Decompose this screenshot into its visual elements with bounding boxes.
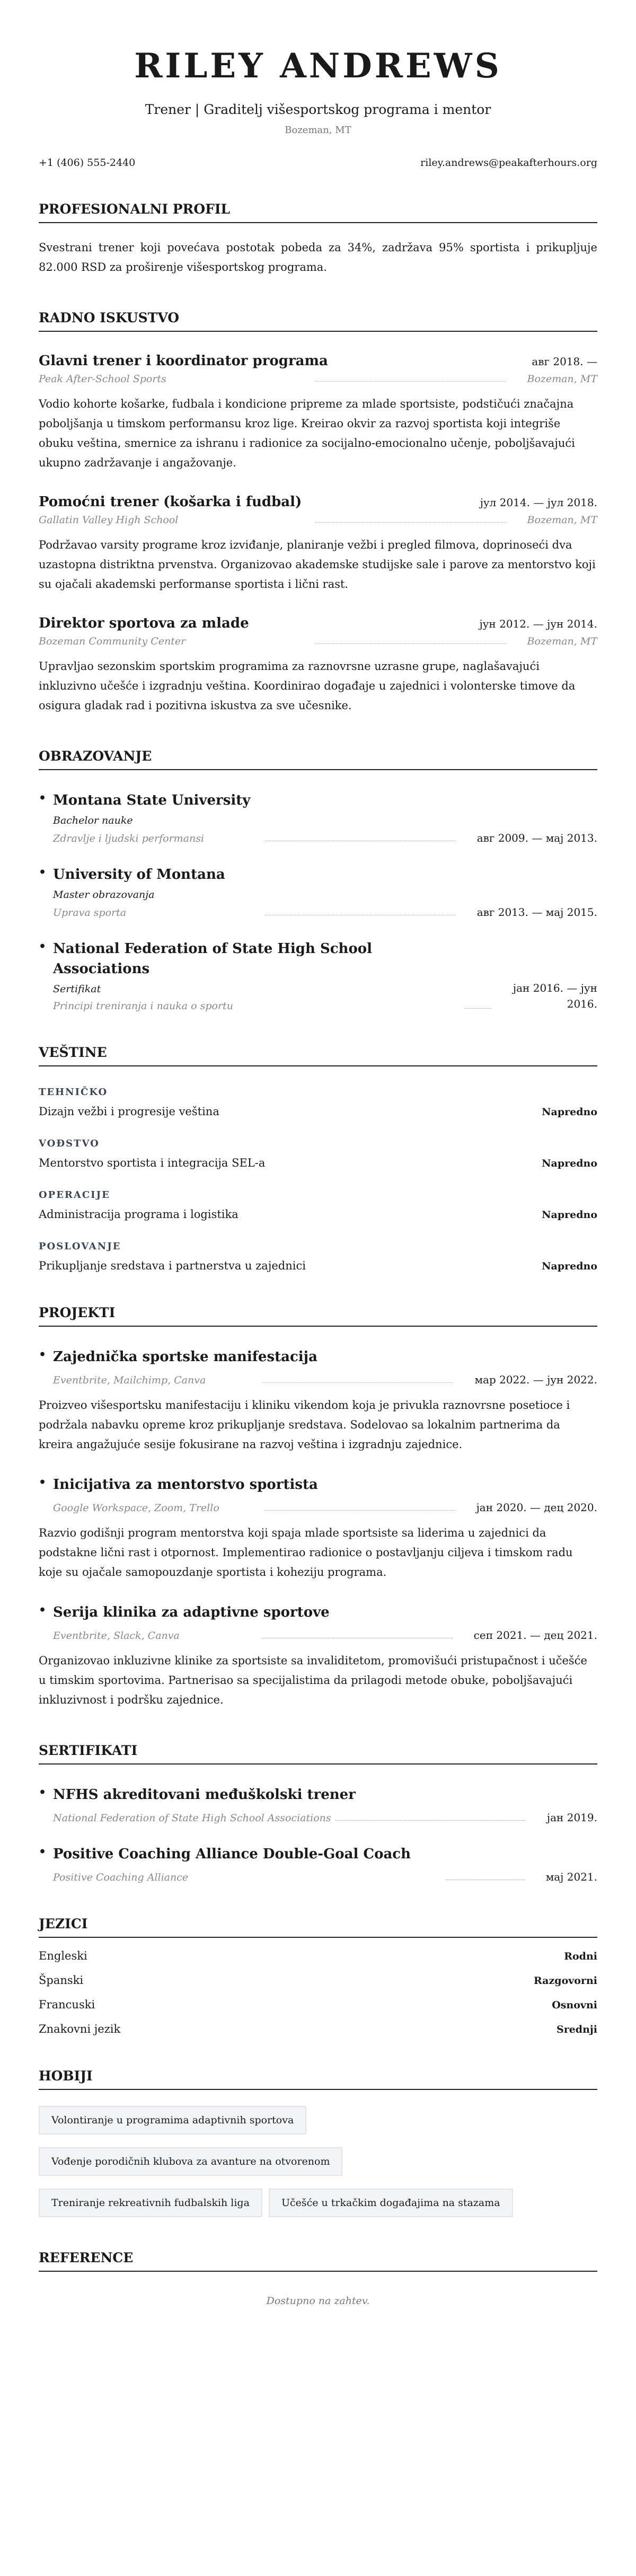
job-dates: јун 2012. — јун 2014.: [479, 617, 597, 630]
certifications-section: [39, 1743, 597, 1883]
section-title: RADNO ISKUSTVO: [39, 310, 597, 332]
skill-group: [39, 1087, 597, 1118]
company: Bozeman Community Center: [39, 636, 186, 647]
education-entry: [39, 939, 597, 1012]
hobby-tags: [39, 2106, 597, 2217]
language-row: [39, 2023, 597, 2035]
job-location: Bozeman, MT: [527, 514, 597, 526]
skill-level: Napredno: [542, 1158, 597, 1169]
profile-section: [39, 201, 597, 277]
job-location: Bozeman, MT: [527, 636, 597, 647]
school-name: Montana State University: [53, 792, 251, 808]
job-entry: [39, 615, 597, 716]
project-description: Organizovao inkluzivne klinike za sportsiste sa invaliditetom, promovišući pristupačnost i učešće u timskim sportovima. Partnerisao sa specijalistima da prilagodi metode obuke, poboljšavajući inkluzivnost i podršku zajednice.: [39, 1654, 587, 1706]
company: Peak After-School Sports: [39, 373, 166, 385]
dotted-leader: [315, 643, 506, 644]
certification-name: Positive Coaching Alliance Double-Goal Coach: [53, 1846, 411, 1862]
company: Gallatin Valley High School: [39, 514, 179, 526]
phone[interactable]: +1 (406) 555-2440: [39, 157, 136, 169]
bullet-icon: •: [39, 940, 47, 954]
section-title: HOBIJI: [39, 2068, 597, 2090]
section-title: JEZICI: [39, 1916, 597, 1938]
language-name: Francuski: [39, 1998, 95, 2011]
bullet-icon: •: [39, 1603, 47, 1617]
project-tools: Google Workspace, Zoom, Trello: [53, 1502, 219, 1514]
skill-group: [39, 1138, 597, 1169]
education-dates: авг 2009. — мај 2013.: [476, 832, 597, 844]
project-entry: [39, 1475, 597, 1582]
language-level: Rodni: [564, 1951, 597, 1962]
language-name: Znakovni jezik: [39, 2023, 121, 2035]
certification-issuer: Positive Coaching Alliance: [53, 1872, 189, 1883]
school-name: National Federation of State High School Associations: [53, 941, 373, 977]
hobby-tag: Volontiranje u programima adaptivnih sportova: [39, 2106, 306, 2134]
job-dates: јул 2014. — јул 2018.: [480, 496, 597, 509]
skill-level: Napredno: [542, 1260, 597, 1272]
education-entry: [39, 864, 597, 919]
project-tools: Eventbrite, Mailchimp, Canva: [53, 1374, 206, 1386]
language-name: Španski: [39, 1974, 84, 1987]
project-tools: Eventbrite, Slack, Canva: [53, 1630, 180, 1642]
projects-section: [39, 1305, 597, 1710]
field-of-study: Uprava sporta: [53, 907, 127, 919]
dotted-leader: [335, 1820, 526, 1821]
certification-date: мај 2021.: [545, 1871, 597, 1883]
project-entry: [39, 1602, 597, 1710]
job-title: Direktor sportova za mlade: [39, 615, 249, 631]
job-location: Bozeman, MT: [527, 373, 597, 385]
section-title: VEŠTINE: [39, 1045, 597, 1066]
education-section: [39, 748, 597, 1012]
resume-header: [39, 42, 597, 169]
language-row: [39, 1949, 597, 1962]
project-name: Inicijativa za mentorstvo sportista: [53, 1477, 318, 1493]
skill-group: [39, 1241, 597, 1272]
hobby-tag: Učešće u trkačkim događajima na stazama: [269, 2189, 513, 2217]
certification-entry: [39, 1785, 597, 1824]
languages-section: [39, 1916, 597, 2035]
section-title: SERTIFIKATI: [39, 1743, 597, 1765]
references-section: [39, 2250, 597, 2307]
degree: Bachelor nauke: [53, 815, 133, 826]
project-dates: јан 2020. — дец 2020.: [476, 1501, 597, 1514]
job-description: Vodio kohorte košarke, fudbala i kondicione pripreme za mlade sportsiste, podstičući značajna poboljšanja u timskom performansu kroz lige. Kreirao okvir za razvoj sportista koji integriše obuku veština, smernice za ishranu i radionice za socijalno-emocionalno učenje, poboljšavajući ukupno zadržavanje i angažovanje.: [39, 398, 575, 469]
project-dates: мар 2022. — јун 2022.: [474, 1373, 597, 1386]
field-of-study: Zdravlje i ljudski performansi: [53, 833, 205, 844]
job-dates: авг 2018. —: [532, 355, 597, 368]
skill-name: Dizajn vežbi i progresije veština: [39, 1105, 219, 1118]
bullet-icon: •: [39, 791, 47, 805]
dotted-leader: [315, 522, 506, 523]
section-title: PROFESIONALNI PROFIL: [39, 201, 597, 223]
headline: Trener | Graditelj višesportskog programa i mentor: [145, 102, 491, 117]
bullet-icon: •: [39, 866, 47, 879]
certification-date: јан 2019.: [546, 1811, 597, 1824]
skill-category: POSLOVANJE: [39, 1241, 121, 1252]
skill-level: Napredno: [542, 1209, 597, 1221]
candidate-name: RILEY ANDREWS: [134, 46, 502, 86]
project-entry: [39, 1347, 597, 1454]
hobbies-section: [39, 2068, 597, 2217]
language-name: Engleski: [39, 1949, 87, 1962]
job-entry: [39, 353, 597, 473]
hobby-tag: Treniranje rekreativnih fudbalskih liga: [39, 2189, 262, 2217]
profile-text: Svestrani trener koji povećava postotak pobeda za 34%, zadržava 95% sportista i prikupljuje 82.000 RSD za proširenje višesportskog programa.: [39, 241, 597, 274]
skill-category: VOĐSTVO: [39, 1138, 100, 1149]
certification-entry: [39, 1844, 597, 1883]
references-text: Dostupno na zahtev.: [266, 2295, 370, 2307]
project-description: Proizveo višesportsku manifestaciju i kliniku vikendom koja je privukla raznovrsne posetioce i podržala nabavku opreme kroz prikupljanje sredstava. Sodelovao sa lokalnim partnerima da kreira angažujuće sesije fokusirane na razvoj veština i izgradnju zajednice.: [39, 1399, 570, 1451]
field-of-study: Principi treniranja i nauka o sportu: [53, 1000, 233, 1012]
bullet-icon: •: [39, 1476, 47, 1489]
job-description: Upravljao sezonskim sportskim programima za raznovrsne uzrasne grupe, naglašavajući inkluzivno učešće i izgradnju veština. Koordinirao događaje u zajednici i volonterske timove da osigura gladak rad i pozitivna iskustva za sve učesnike.: [39, 660, 576, 712]
skill-level: Napredno: [542, 1106, 597, 1118]
skill-group: [39, 1189, 597, 1221]
language-level: Razgovorni: [533, 1975, 597, 1987]
degree: Sertifikat: [53, 983, 101, 995]
skill-name: Mentorstvo sportista i integracija SEL-a: [39, 1157, 266, 1169]
project-name: Zajednička sportske manifestacija: [53, 1349, 317, 1365]
school-name: University of Montana: [53, 867, 225, 883]
job-entry: [39, 494, 597, 594]
section-title: OBRAZOVANJE: [39, 748, 597, 770]
dotted-leader: [264, 1510, 455, 1511]
education-entry: [39, 790, 597, 844]
skill-name: Prikupljanje sredstava i partnerstva u zajednici: [39, 1259, 306, 1272]
job-title: Pomoćni trener (košarka i fudbal): [39, 494, 302, 510]
dotted-leader: [262, 1382, 453, 1383]
education-dates: авг 2013. — мај 2015.: [476, 906, 597, 919]
experience-section: [39, 310, 597, 716]
language-row: [39, 1974, 597, 1987]
skills-section: [39, 1045, 597, 1272]
degree: Master obrazovanja: [53, 889, 155, 901]
bullet-icon: •: [39, 1845, 47, 1859]
certification-issuer: National Federation of State High School Associations: [53, 1812, 331, 1824]
job-description: Podržavao varsity programe kroz izviđanje, planiranje vežbi i pregled filmova, doprinoseći dva uzastopna distriktna prvenstva. Organizovao akademske studijske sale i parove za mentorstvo koji su ojačali akademski performanse sportista i lični rast.: [39, 539, 596, 590]
project-name: Serija klinika za adaptivne sportove: [53, 1604, 330, 1620]
section-title: REFERENCE: [39, 2250, 597, 2272]
email[interactable]: riley.andrews@peakafterhours.org: [420, 157, 597, 169]
language-row: [39, 1998, 597, 2011]
job-title: Glavni trener i koordinator programa: [39, 353, 328, 369]
language-level: Srednji: [556, 2024, 597, 2035]
location: Bozeman, MT: [285, 125, 351, 136]
dotted-leader: [315, 381, 506, 382]
project-dates: сеп 2021. — дец 2021.: [473, 1629, 597, 1642]
hobby-tag: Vođenje porodičnih klubova za avanture na otvorenom: [39, 2147, 342, 2176]
skill-category: OPERACIJE: [39, 1189, 110, 1201]
contact-row: [39, 157, 597, 169]
project-description: Razvio godišnji program mentorstva koji spaja mlade sportsiste sa liderima u zajednici da podstakne lični rast i otpornost. Implementirao radionice o postavljanju ciljeva i timskom radu koje su ojačale samopouzdanje sportista i koheziju programa.: [39, 1527, 573, 1578]
language-level: Osnovni: [552, 1999, 597, 2011]
bullet-icon: •: [39, 1348, 47, 1362]
section-title: PROJEKTI: [39, 1305, 597, 1327]
education-dates: јан 2016. — јун 2016.: [513, 982, 597, 1010]
skill-category: TEHNIČKO: [39, 1087, 108, 1098]
dotted-leader: [465, 1008, 491, 1009]
bullet-icon: •: [39, 1786, 47, 1799]
certification-name: NFHS akreditovani međuškolski trener: [53, 1787, 356, 1803]
skill-name: Administracija programa i logistika: [39, 1208, 238, 1221]
